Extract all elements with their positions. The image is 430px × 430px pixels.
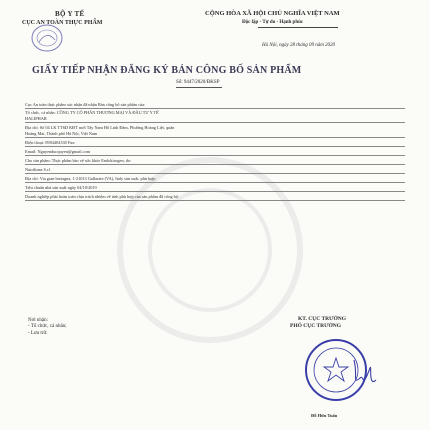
body-line: Nutrilinea S.r.l: [25, 167, 51, 172]
body-line: Tiêu chuẩn nhà sản xuất ngày 04/10/2019: [25, 185, 97, 190]
department-seal-icon: [30, 22, 64, 54]
signer-title-secondary: PHÓ CỤC TRƯỞNG: [290, 323, 342, 329]
body-line: Địa chỉ: Số 04 LK TT6D KĐT mới Tây Nam Hồ Linh Đàm, Phường Hoàng Liệt, quận: [25, 125, 175, 130]
document-number: Số: 9447/2020/ĐKSP: [176, 80, 220, 85]
body-line: Hoàng Mai, Thành phố Hà Nội, Việt Nam: [25, 131, 98, 136]
body-line: Điện thoại: 0984404330 Fax:: [25, 140, 76, 145]
body-line: Địa chỉ: Via gran bretagna, 1-21013 Gallarate (VA), Italy sản xuất, phù hợp:: [25, 176, 156, 181]
nation-name: CỘNG HÒA XÃ HỘI CHỦ NGHĨA VIỆT NAM: [205, 10, 340, 17]
department-name: CỤC AN TOÀN THỰC PHẨM: [22, 20, 103, 26]
body-rule: [25, 146, 405, 147]
national-motto: Độc lập - Tự do - Hạnh phúc: [242, 20, 304, 25]
body-line: Tổ chức, cá nhân: CÔNG TY CỔ PHẦN THƯƠNG MẠI VÀ ĐẦU TƯ Y TẾ: [25, 110, 159, 115]
signer-name: Đỗ Hữu Tuấn: [311, 413, 338, 418]
body-line: Doanh nghiệp phải hoàn toàn chịu trách nhiệm về tính phù hợp của sản phẩm đã công bố.: [25, 194, 180, 199]
body-rule: [25, 173, 405, 174]
body-rule: [25, 122, 405, 123]
body-line: HALIPHAR: [25, 116, 47, 121]
body-line: Email: Nguyenducquyen@gmail.com: [25, 149, 91, 154]
body-rule: [25, 155, 405, 156]
body-rule: [25, 137, 405, 138]
recipients-list: Nơi nhận: - Tổ chức, cá nhân; - Lưu trữ.: [28, 318, 67, 336]
body-rule: [25, 182, 405, 183]
body-rule: [25, 200, 405, 201]
body-line: Cho sản phẩm: Thực phẩm bảo vệ sức khỏe Endokirogen; do:: [25, 158, 132, 163]
signer-title-primary: KT. CỤC TRƯỞNG: [298, 316, 347, 322]
number-underline: [176, 87, 222, 88]
body-line: Cục An toàn thực phẩm xác nhận đã nhận Bản công bố sản phẩm của:: [25, 102, 146, 107]
body-rule: [25, 164, 405, 165]
body-rule: [25, 108, 405, 109]
motto-underline: [258, 27, 338, 28]
ministry-name: BỘ Y TẾ: [55, 10, 85, 18]
document-title: GIẤY TIẾP NHẬN ĐĂNG KÝ BẢN CÔNG BỐ SẢN PHẨM: [32, 65, 302, 76]
body-rule: [25, 191, 405, 192]
official-stamp-icon: [300, 330, 380, 410]
issue-date: Hà Nội, ngày 28 tháng 09 năm 2020: [262, 43, 336, 48]
